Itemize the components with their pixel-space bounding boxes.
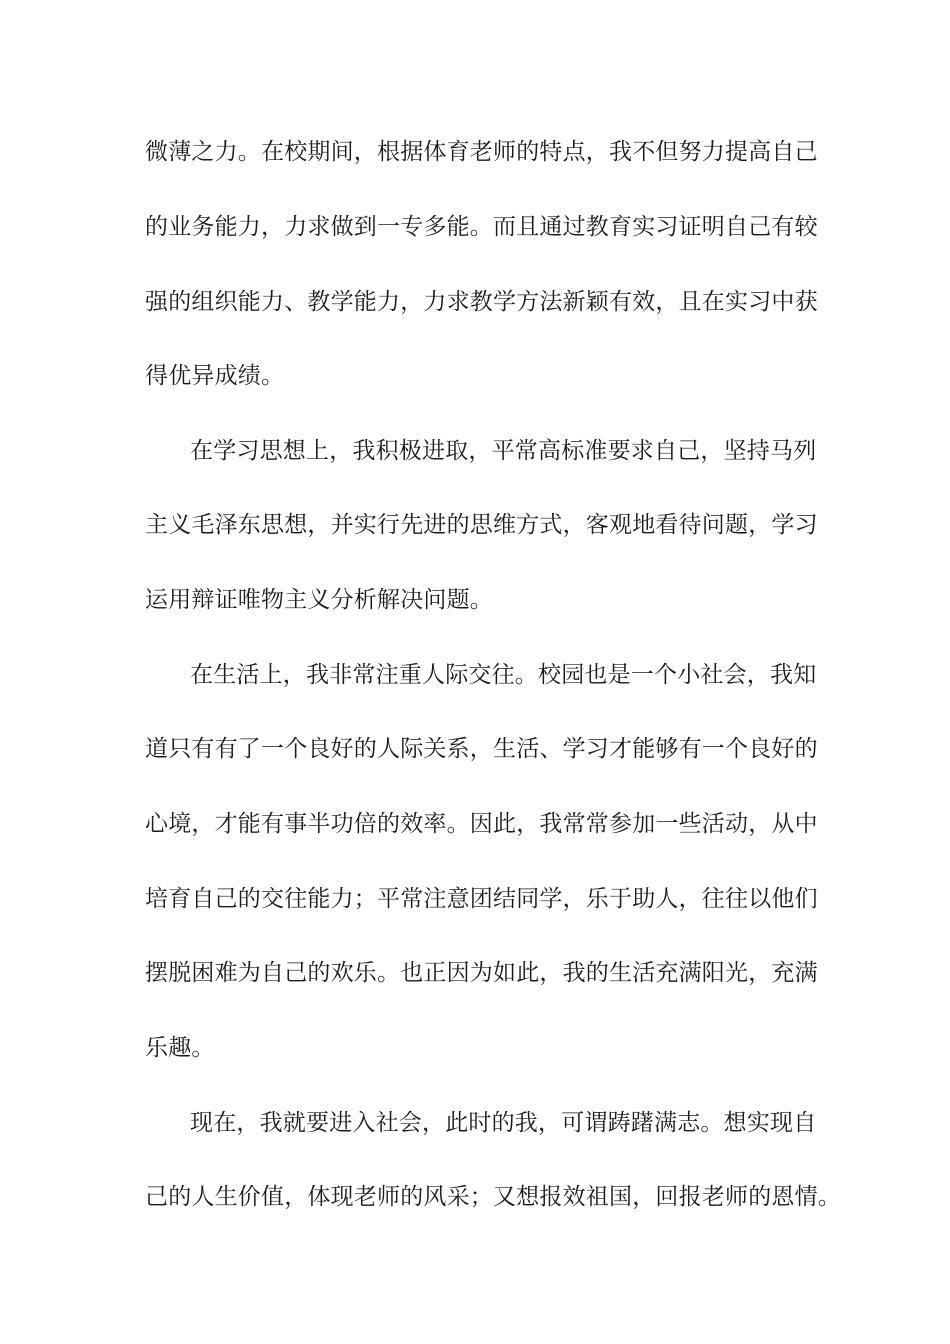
text-line: 强的组织能力、教学能力，力求教学方法新颖有效，且在实习中获 <box>145 289 818 315</box>
text-line: 摆脱困难为自己的欢乐。也正因为如此，我的生活充满阳光，充满 <box>145 960 818 986</box>
paragraph-start-line: 在生活上，我非常注重人际交往。校园也是一个小社会，我知 <box>190 662 817 688</box>
text-line: 培育自己的交往能力；平常注意团结同学，乐于助人，往往以他们 <box>145 886 818 912</box>
text-line: 心境，才能有事半功倍的效率。因此，我常常参加一些活动，从中 <box>145 811 818 837</box>
text-line: 微薄之力。在校期间，根据体育老师的特点，我不但努力提高自己 <box>145 139 818 165</box>
text-line: 的业务能力，力求做到一专多能。而且通过教育实习证明自己有较 <box>145 214 818 240</box>
text-line: 乐趣。 <box>145 1035 215 1061</box>
text-line: 主义毛泽东思想，并实行先进的思维方式，客观地看待问题，学习 <box>145 512 818 538</box>
paragraph-start-line: 在学习思想上，我积极进取，平常高标准要求自己，坚持马列 <box>190 438 817 464</box>
text-line: 运用辩证唯物主义分析解决问题。 <box>145 587 493 613</box>
text-line: 道只有有了一个良好的人际关系，生活、学习才能够有一个良好的 <box>145 736 818 762</box>
text-line: 己的人生价值，体现老师的风采；又想报效祖国，回报老师的恩情。 <box>145 1184 841 1210</box>
paragraph-start-line: 现在，我就要进入社会，此时的我，可谓踌躇满志。想实现自 <box>190 1110 817 1136</box>
text-line: 得优异成绩。 <box>145 363 285 389</box>
